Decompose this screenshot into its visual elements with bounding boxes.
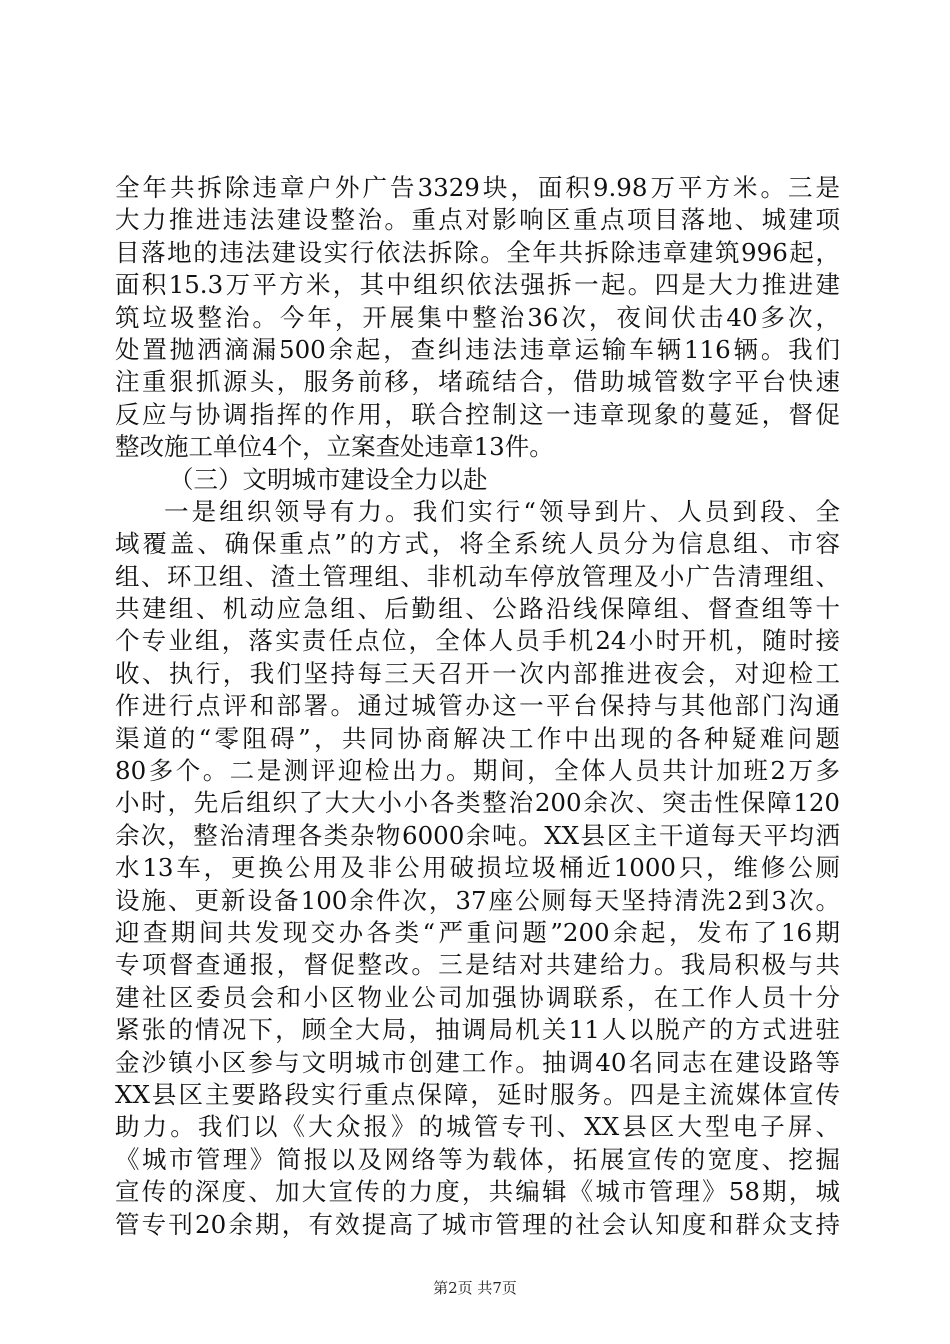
text-line: 《城市管理》简报以及网络等为载体，拓展宣传的宽度、挖掘 <box>115 1144 840 1174</box>
text-line: 管专刊20余期，有效提高了城市管理的社会认知度和群众支持 <box>115 1209 840 1239</box>
text-line: 助力。我们以《大众报》的城管专刊、XX县区大型电子屏、 <box>115 1112 840 1142</box>
text-line: 面积15.3万平方米，其中组织依法强拆一起。四是大力推进建 <box>115 270 840 300</box>
text-line: 筑垃圾整治。今年，开展集中整治36次，夜间伏击40多次， <box>115 302 840 332</box>
text-line: 建社区委员会和小区物业公司加强协调联系，在工作人员十分 <box>115 982 840 1012</box>
text-line: 水13车，更换公用及非公用破损垃圾桶近1000只，维修公厕 <box>115 853 840 883</box>
section-heading: （三）文明城市建设全力以赴 <box>169 464 488 494</box>
page-number-footer: 第2页 共7页 <box>433 1279 517 1297</box>
text-line: 一是组织领导有力。我们实行“领导到片、人员到段、全 <box>164 496 840 526</box>
body-text <box>115 172 840 1241</box>
text-line: 注重狠抓源头，服务前移，堵疏结合，借助城管数字平台快速 <box>115 367 840 397</box>
text-line: 金沙镇小区参与文明城市创建工作。抽调40名同志在建设路等 <box>115 1047 840 1077</box>
text-line: 处置抛洒滴漏500余起，查纠违法违章运输车辆116辆。我们 <box>115 334 840 364</box>
text-line: 宣传的深度、加大宣传的力度，共编辑《城市管理》58期，城 <box>115 1177 840 1207</box>
text-line: 收、执行，我们坚持每三天召开一次内部推进夜会，对迎检工 <box>115 658 840 688</box>
text-line: 余次，整治清理各类杂物6000余吨。XX县区主干道每天平均洒 <box>115 820 840 850</box>
text-line: 作进行点评和部署。通过城管办这一平台保持与其他部门沟通 <box>115 691 840 721</box>
text-line: 全年共拆除违章户外广告3329块，面积9.98万平方米。三是 <box>115 173 840 202</box>
text-line: 渠道的“零阻碍”，共同协商解决工作中出现的各种疑难问题 <box>115 723 840 753</box>
text-line: 80多个。二是测评迎检出力。期间，全体人员共计加班2万多 <box>115 756 840 786</box>
text-line: 设施、更新设备100余件次，37座公厕每天坚持清洗2到3次。 <box>115 885 840 915</box>
text-line: 目落地的违法建设实行依法拆除。全年共拆除违章建筑996起， <box>115 237 840 267</box>
text-line: 共建组、机动应急组、后勤组、公路沿线保障组、督查组等十 <box>115 594 840 624</box>
text-line: 小时，先后组织了大大小小各类整治200余次、突击性保障120 <box>115 788 840 818</box>
text-line: 域覆盖、确保重点”的方式，将全系统人员分为信息组、市容 <box>115 529 840 559</box>
text-line: 组、环卫组、渣土管理组、非机动车停放管理及小广告清理组、 <box>115 561 840 591</box>
text-line: 反应与协调指挥的作用，联合控制这一违章现象的蔓延，督促 <box>115 399 840 429</box>
text-line: 紧张的情况下，顾全大局，抽调局机关11人以脱产的方式进驻 <box>115 1015 840 1045</box>
text-line: XX县区主要路段实行重点保障，延时服务。四是主流媒体宣传 <box>115 1079 840 1109</box>
text-line: 专项督查通报，督促整改。三是结对共建给力。我局积极与共 <box>115 950 840 980</box>
text-line: 个专业组，落实责任点位，全体人员手机24小时开机，随时接 <box>115 626 840 656</box>
text-line: 迎查期间共发现交办各类“严重问题”200余起，发布了16期 <box>115 917 840 947</box>
text-line: 整改施工单位4个，立案查处违章13件。 <box>115 432 554 462</box>
text-line: 大力推进违法建设整治。重点对影响区重点项目落地、城建项 <box>115 205 840 235</box>
